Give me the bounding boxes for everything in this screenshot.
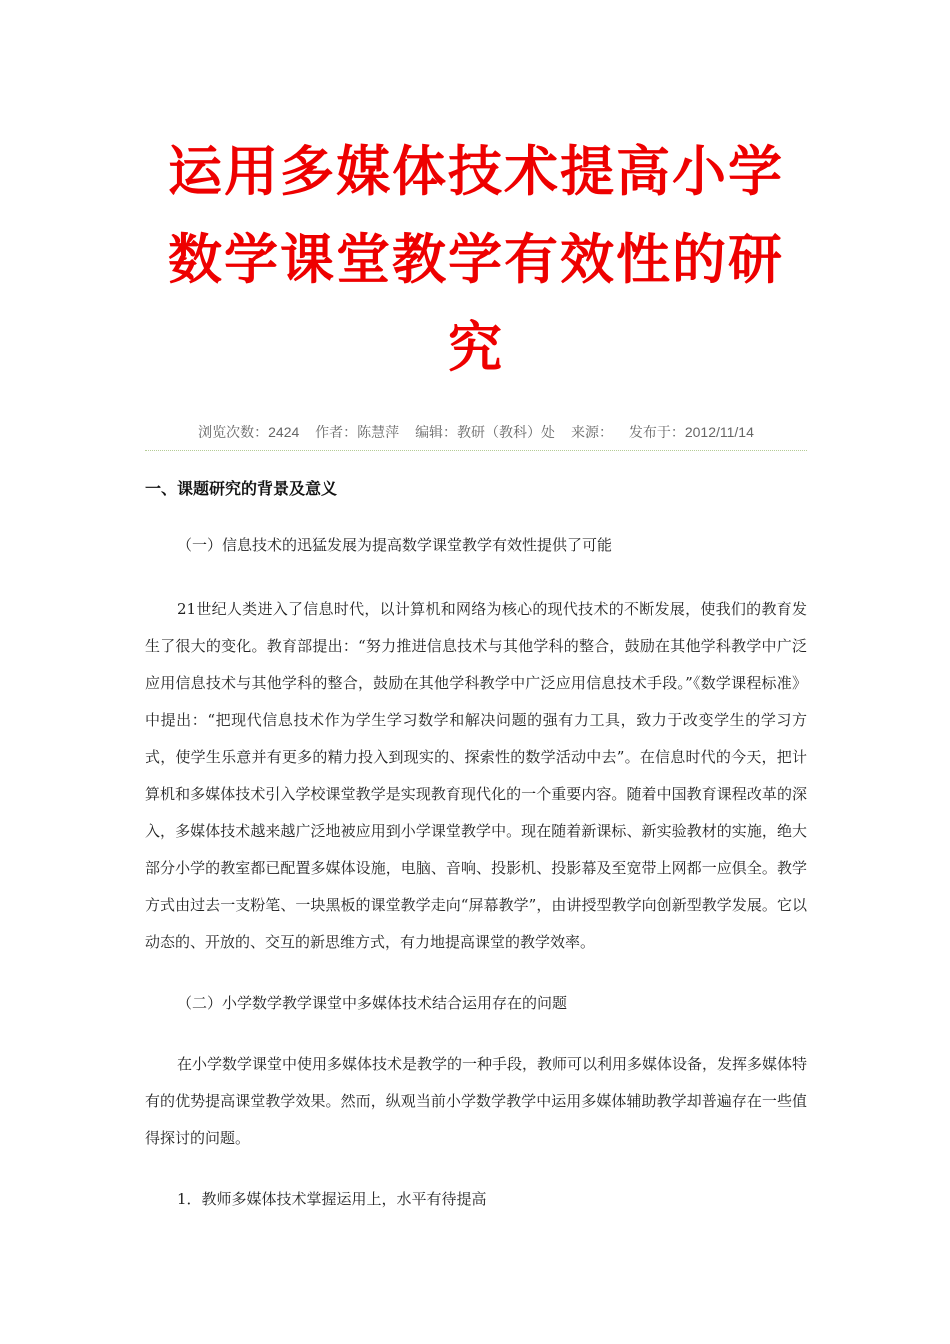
article-title-line-1: 运用多媒体技术提高小学 <box>168 140 784 203</box>
meta-author: 作者：陈慧萍 <box>315 424 400 440</box>
sub-heading-2: （二）小学数学教学课堂中多媒体技术结合运用存在的问题 <box>177 994 568 1012</box>
meta-published: 发布于：2012/11/14 <box>628 424 754 440</box>
article-page <box>145 0 807 1213</box>
section-heading-1: 一、课题研究的背景及意义 <box>145 479 338 498</box>
meta-source: 来源： <box>570 424 613 440</box>
article-title-line-2: 数学课堂教学有效性的研 <box>168 228 784 291</box>
paragraph-1: 21世纪人类进入了信息时代，以计算机和网络为核心的现代技术的不断发展，使我们的教育发生了很大的变化。教育部提出：“努力推进信息技术与其他学科的整合，鼓励在其他学科教学中广泛应用信息技术与其他学科的整合，鼓励在其他学科教学中广泛应用信息技术手段。”《数学课程标准》中提出：“把现代信息技术作为学生学习数学和解决问题的强有力工具，致力于改变学生的学习方式，使学生乐意并有更多的精力投入到现实的、探索性的数学活动中去”。在信息时代的今天，把计算机和多媒体技术引入学校课堂教学是实现教育现代化的一个重要内容。随着中国教育课程改革的深入，多媒体技术越来越广泛地被应用到小学课堂教学中。现在随着新课标、新实验教材的实施，绝大部分小学的教室都已配置多媒体设施，电脑、音响、投影机、投影幕及至宽带上网都一应俱全。教学方式由过去一支粉笔、一块黑板的课堂教学走向“屏幕教学”，由讲授型教学向创新型教学发展。它以动态的、开放的、交互的新思维方式，有力地提高课堂的教学效率。 <box>145 600 807 951</box>
article-title-line-3: 究 <box>448 316 504 379</box>
article-title <box>145 0 807 392</box>
paragraph-2: 在小学数学课堂中使用多媒体技术是教学的一种手段，教师可以利用多媒体设备，发挥多媒体特有的优势提高课堂教学效果。然而，纵观当前小学数学教学中运用多媒体辅助教学却普遍存在一些值得探讨的问题。 <box>145 1055 808 1147</box>
item-heading-1: 1．教师多媒体技术掌握运用上，水平有待提高 <box>177 1190 487 1208</box>
meta-views: 浏览次数：2424 <box>198 424 300 440</box>
meta-editor: 编辑：教研（教科）处 <box>415 424 556 440</box>
sub-heading-1: （一）信息技术的迅猛发展为提高数学课堂教学有效性提供了可能 <box>177 536 613 554</box>
article-meta <box>145 422 807 451</box>
